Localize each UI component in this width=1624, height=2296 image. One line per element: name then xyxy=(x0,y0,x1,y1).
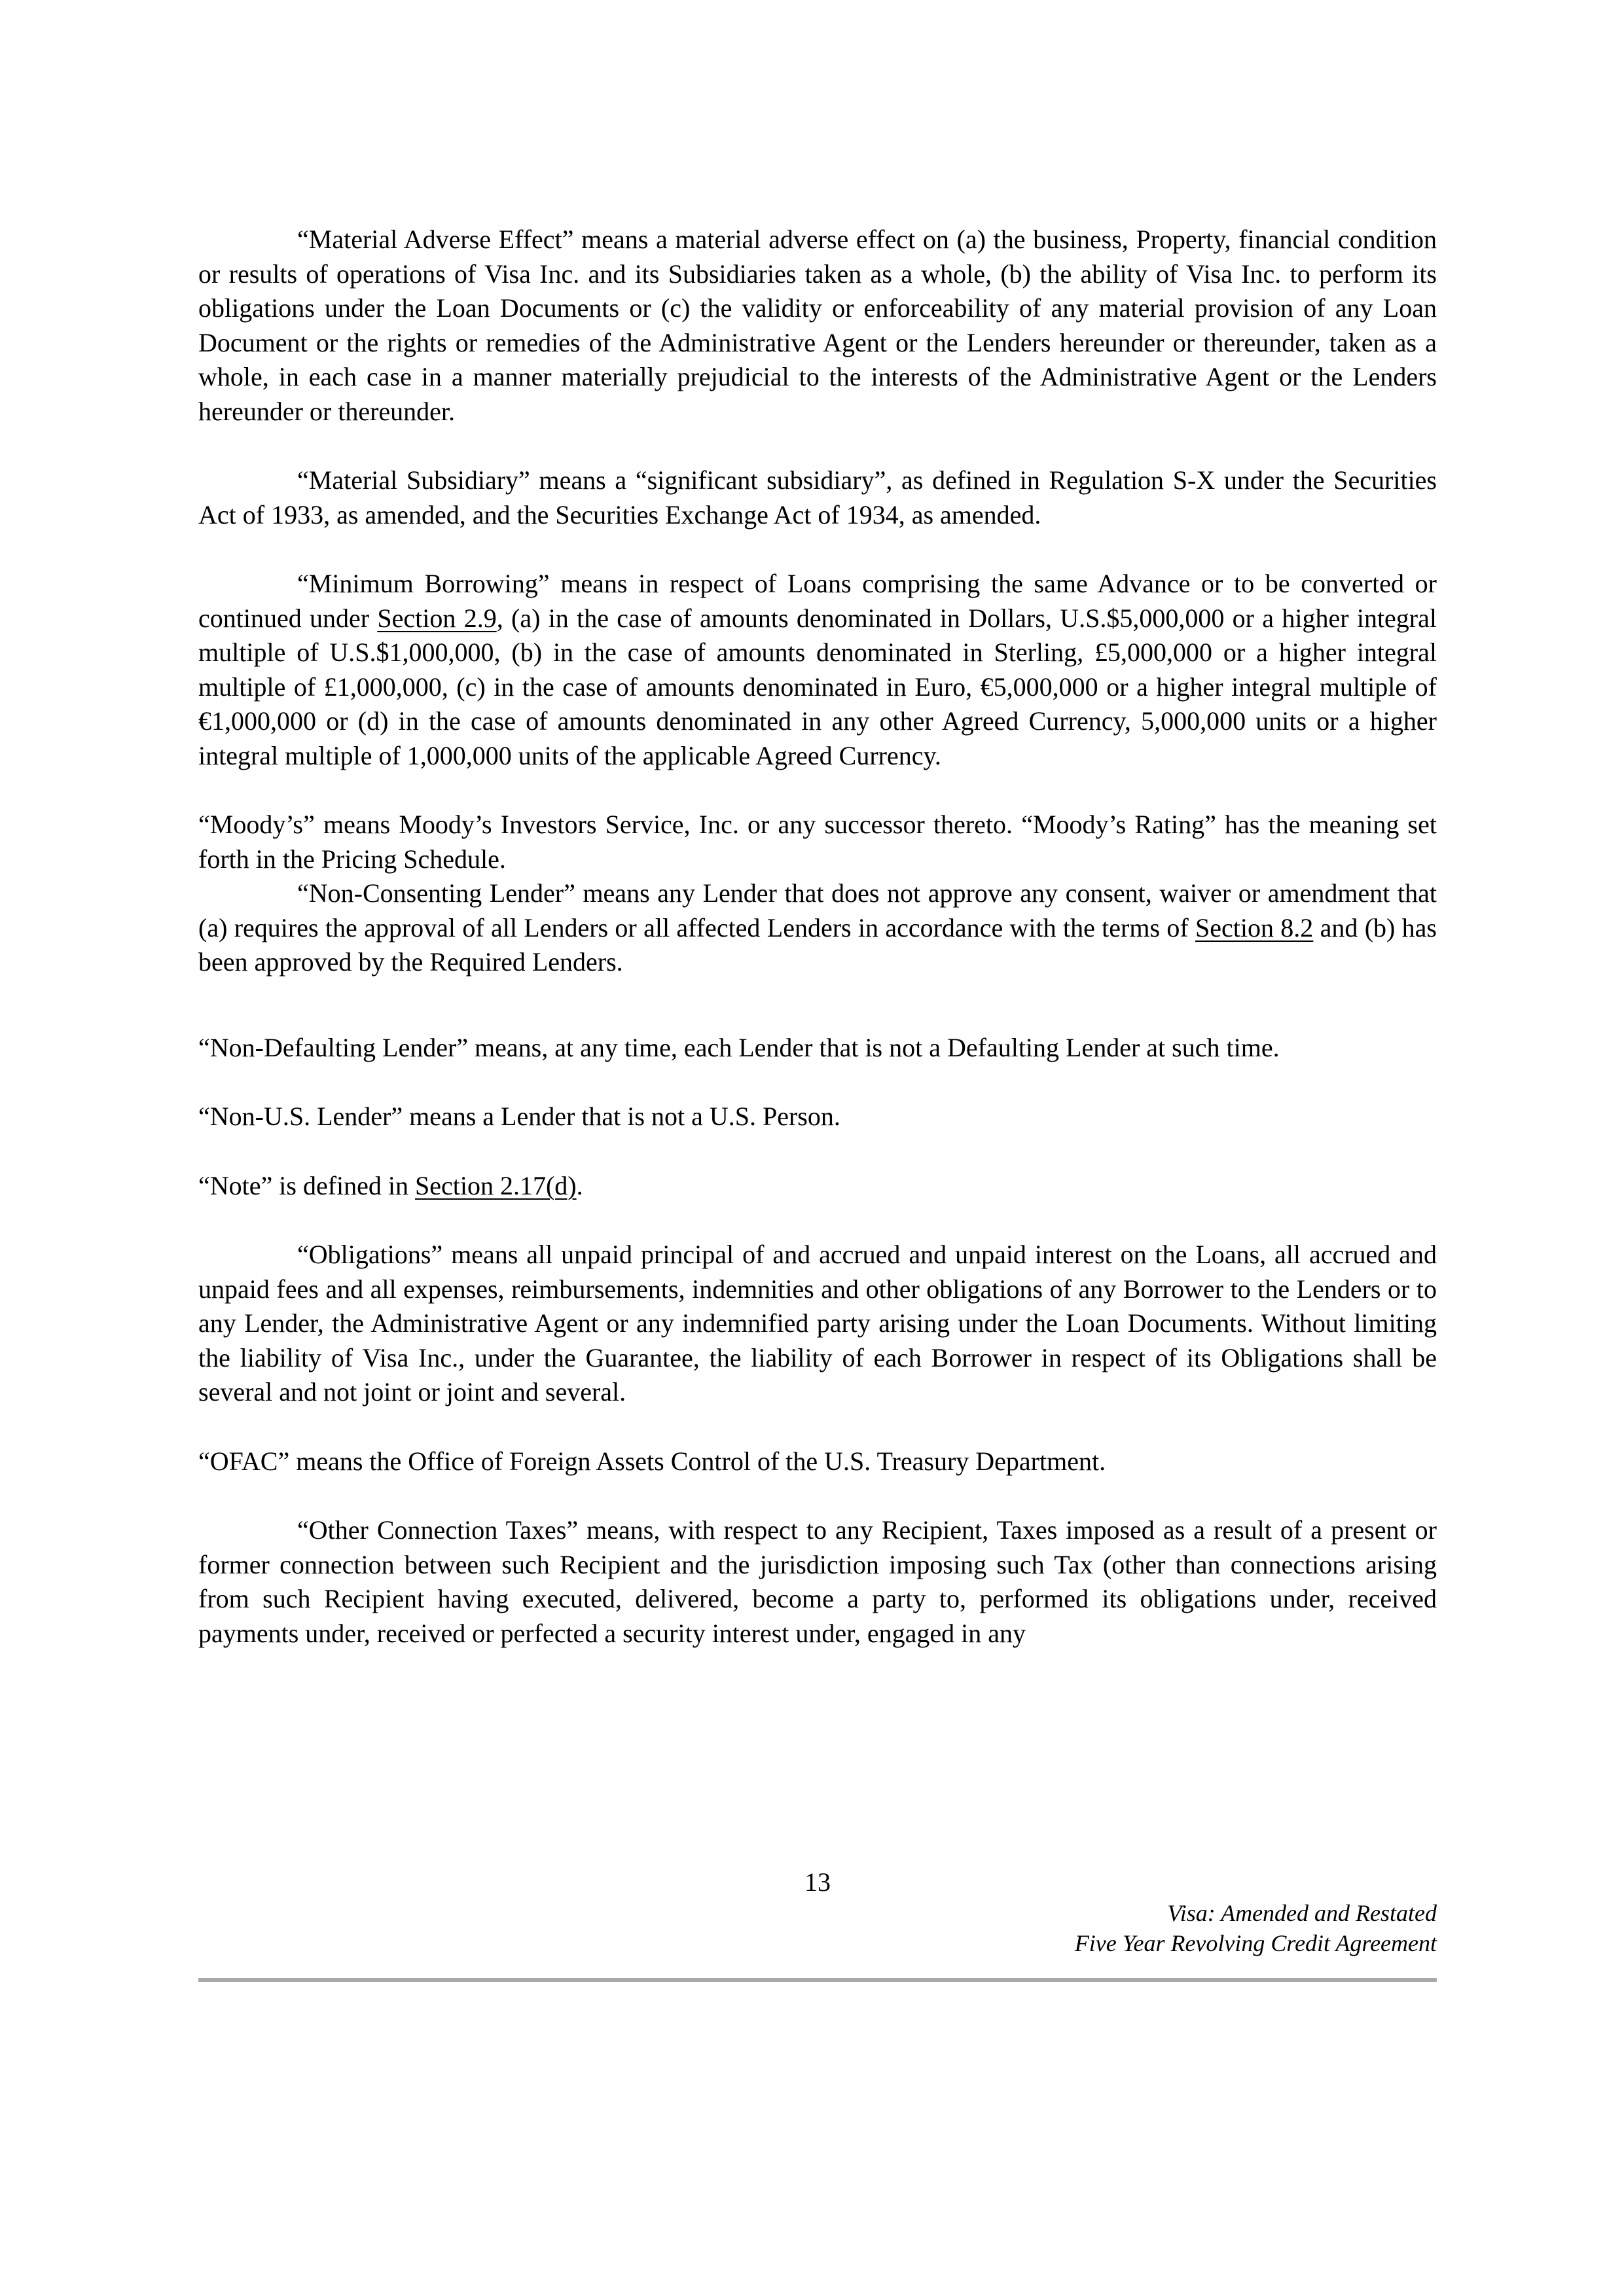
definition-non-defaulting-lender xyxy=(198,1031,1437,1066)
definition-text-after: . xyxy=(576,1170,583,1200)
definition-text: “OFAC” means the Office of Foreign Assets Control of the U.S. Treasury Department. xyxy=(198,1446,1106,1476)
definition-material-adverse-effect xyxy=(198,223,1437,429)
footer-title-line-2: Five Year Revolving Credit Agreement xyxy=(1074,1930,1437,1956)
definition-moodys xyxy=(198,808,1437,876)
definition-text-before: “Non-Consenting Lender” means any Lender that does not approve any consent, waiver or amendment that (a) requires the approval of all Lenders or all affected Lenders in accordance with the terms of xyxy=(198,878,1437,942)
definition-text-before: “Note” is defined in xyxy=(198,1170,415,1200)
definition-text: “Other Connection Taxes” means, with respect to any Recipient, Taxes imposed as a result of a present or former connection between such Recipient and the jurisdiction imposing such Tax (other than connections arising from such Recipient having executed, delivered, become a party to, performed its obligations under, received payments under, received or perfected a security interest under, engaged in any xyxy=(198,1515,1437,1648)
definition-text-after: and (b) has been approved by the Required Lenders. xyxy=(198,912,1437,977)
footer-divider xyxy=(198,1978,1437,1982)
document-body xyxy=(198,223,1437,1651)
definition-text: “Non-U.S. Lender” means a Lender that is not a U.S. Person. xyxy=(198,1102,840,1131)
definition-material-subsidiary xyxy=(198,463,1437,532)
definition-text-after: , (a) in the case of amounts denominated in Dollars, U.S.$5,000,000 or a higher integral multiple of U.S.$1,000,000, (b) in the case of amounts denominated in Sterling, £5,000,000 or a higher integral multiple of £1,000,000, (c) in the case of amounts denominated in Euro, €5,000,000 or a higher integral multiple of €1,000,000 or (d) in the case of amounts denominated in any other Agreed Currency, 5,000,000 units or a higher integral multiple of 1,000,000 units of the applicable Agreed Currency. xyxy=(198,603,1437,770)
definition-note xyxy=(198,1169,1437,1204)
definition-ofac xyxy=(198,1444,1437,1479)
section-reference-link[interactable]: Section 8.2 xyxy=(1195,912,1314,942)
definition-other-connection-taxes xyxy=(198,1513,1437,1651)
definition-minimum-borrowing xyxy=(198,567,1437,773)
definition-text: “Moody’s” means Moody’s Investors Service, Inc. or any successor thereto. “Moody’s Rating” has the meaning set forth in the Pricing Schedule. xyxy=(198,810,1437,874)
definition-non-consenting-lender xyxy=(198,876,1437,980)
definition-obligations xyxy=(198,1238,1437,1410)
section-reference-link[interactable]: Section 2.17(d) xyxy=(415,1170,577,1200)
definition-text: “Material Adverse Effect” means a material adverse effect on (a) the business, Property, financial condition or results of operations of Visa Inc. and its Subsidiaries taken as a whole, (b) the ability of Visa Inc. to perform its obligations under the Loan Documents or (c) the validity or enforceability of any material provision of any Loan Document or the rights or remedies of the Administrative Agent or the Lenders hereunder or thereunder, taken as a whole, in each case in a manner materially prejudicial to the interests of the Administrative Agent or the Lenders hereunder or thereunder. xyxy=(198,224,1437,426)
definition-non-us-lender xyxy=(198,1100,1437,1134)
definition-text: “Material Subsidiary” means a “significant subsidiary”, as defined in Regulation S-X under the Securities Act of 1933, as amended, and the Securities Exchange Act of 1934, as amended. xyxy=(198,465,1437,529)
definition-text: “Obligations” means all unpaid principal of and accrued and unpaid interest on the Loans, all accrued and unpaid fees and all expenses, reimbursements, indemnities and other obligations of any Borrower to the Lenders or to any Lender, the Administrative Agent or any indemnified party arising under the Loan Documents. Without limiting the liability of Visa Inc., under the Guarantee, the liability of each Borrower in respect of its Obligations shall be several and not joint or joint and several. xyxy=(198,1240,1437,1407)
page-footer xyxy=(198,1867,1437,1958)
definition-text: “Non-Defaulting Lender” means, at any time, each Lender that is not a Defaulting Lender at such time. xyxy=(198,1032,1280,1062)
footer-title-line-1: Visa: Amended and Restated xyxy=(1167,1900,1437,1926)
section-reference-link[interactable]: Section 2.9 xyxy=(377,603,497,633)
definition-text-before: “Minimum Borrowing” means in respect of Loans comprising the same Advance or to be converted or continued under xyxy=(198,569,1437,633)
page-number: 13 xyxy=(804,1867,831,1897)
